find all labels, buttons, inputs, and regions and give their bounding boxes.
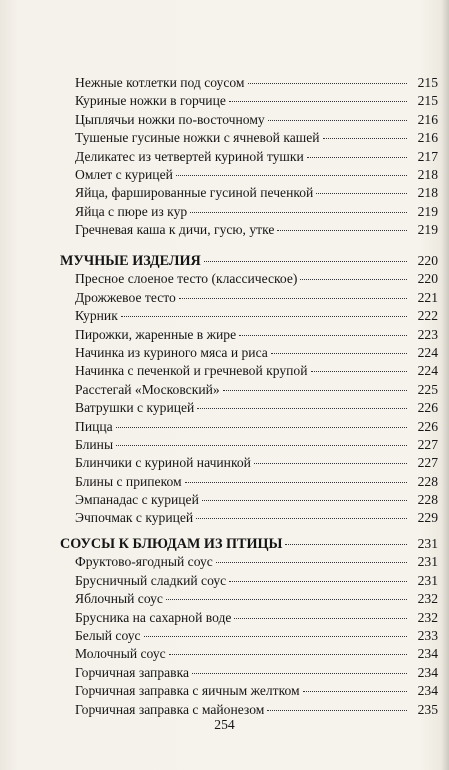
toc-entry [60, 682, 438, 700]
dot-leader [285, 544, 407, 545]
dot-leader [121, 316, 407, 317]
toc-entry-title: Горчичная заправка [75, 664, 190, 680]
toc-entry-page: 218 [417, 166, 438, 182]
dot-leader [271, 353, 407, 354]
dot-leader [166, 599, 407, 600]
toc-entry [60, 627, 438, 645]
page-number: 254 [214, 717, 235, 732]
toc-entry-title: Яблочный соус [75, 591, 163, 607]
dot-leader [277, 230, 407, 231]
toc-entry-title: Цыплячьи ножки по-восточному [75, 111, 265, 127]
toc-entry-page: 231 [417, 554, 438, 570]
toc-entry-page: 221 [417, 289, 438, 305]
dot-leader [116, 427, 407, 428]
toc-entry-title: Пицца [75, 418, 113, 434]
toc-section-sauces [60, 535, 438, 719]
toc-entry-page: 216 [417, 111, 438, 127]
toc-entry-page: 215 [417, 93, 438, 109]
toc-entry-title: Яйца с пюре из кур [75, 203, 188, 219]
toc-entry-page: 218 [417, 185, 438, 201]
toc-entry-title: Блины [75, 436, 114, 452]
toc-entry [60, 418, 438, 436]
toc-entry-title: Брусника на сахарной воде [75, 609, 232, 625]
toc-entry-page: 219 [417, 203, 438, 219]
dot-leader [204, 261, 407, 262]
dot-leader [192, 673, 407, 674]
toc-entry-page: 223 [417, 326, 438, 342]
toc-entry-page: 222 [417, 308, 438, 324]
dot-leader [196, 518, 407, 519]
toc-entry-title: Расстегай «Московский» [75, 381, 220, 397]
dot-leader [234, 618, 407, 619]
toc-entry [60, 362, 438, 380]
toc-entry [60, 491, 438, 509]
dot-leader [311, 371, 408, 372]
dot-leader [216, 562, 407, 563]
toc-entry-page: 225 [417, 381, 438, 397]
toc-entry-page: 229 [417, 510, 438, 526]
toc-entry-page: 224 [417, 363, 438, 379]
toc-entry-title: Гречневая каша к дичи, гусю, утке [75, 222, 275, 238]
toc-entry-title: Яйца, фаршированные гусиной печенкой [75, 185, 314, 201]
toc-entry-page: 233 [417, 627, 438, 643]
toc-entry [60, 203, 438, 221]
toc-entry-title: Деликатес из четвертей куриной тушки [75, 148, 304, 164]
toc-entry-title: Начинка с печенкой и гречневой крупой [75, 363, 308, 379]
toc-entry [60, 590, 438, 608]
toc-entry-page: 215 [417, 75, 438, 90]
toc-entry-page: 227 [417, 455, 438, 471]
dot-leader [176, 175, 407, 176]
toc-entry-page: 232 [417, 609, 438, 625]
dot-leader [169, 654, 407, 655]
toc-entry-title: Брусничный сладкий соус [75, 572, 227, 588]
toc-entry-title: Куриные ножки в горчице [75, 93, 226, 109]
toc-entry [60, 553, 438, 571]
toc-heading-title: СОУСЫ К БЛЮДАМ ИЗ ПТИЦЫ [60, 536, 283, 552]
toc-entry [60, 473, 438, 491]
toc-entry-title: Пресное слоеное тесто (классическое) [75, 271, 298, 287]
toc-entry-title: Ватрушки с курицей [75, 400, 195, 416]
toc-entry-title: Омлет с курицей [75, 166, 173, 182]
dot-leader [229, 581, 407, 582]
toc-section-heading [60, 252, 438, 270]
toc-entry-page: 231 [417, 572, 438, 588]
toc-entry-title: Блины с припеком [75, 473, 182, 489]
dot-leader [307, 157, 407, 158]
toc-entry [60, 609, 438, 627]
dot-leader [248, 83, 407, 84]
dot-leader [116, 445, 407, 446]
dot-leader [323, 138, 407, 139]
toc-entry-page: 232 [417, 591, 438, 607]
toc-entry-page: 228 [417, 492, 438, 508]
toc-entry-page: 235 [417, 701, 438, 717]
toc-entry-page: 227 [417, 436, 438, 452]
toc-section-poultry-dishes [60, 74, 438, 240]
toc-entry-title: Фруктово-ягодный соус [75, 554, 213, 570]
toc-entry [60, 454, 438, 472]
toc-entry-title: Горчичная заправка с майонезом [75, 701, 265, 717]
toc-section-flour-products [60, 252, 438, 528]
dot-leader [316, 193, 407, 194]
toc-entry-page: 226 [417, 418, 438, 434]
toc-entry-page: 216 [417, 130, 438, 146]
dot-leader [185, 482, 407, 483]
toc-heading-title: МУЧНЫЕ ИЗДЕЛИЯ [60, 253, 201, 269]
toc-entry [60, 148, 438, 166]
toc-entry-page: 217 [417, 148, 438, 164]
toc-entry-page: 228 [417, 473, 438, 489]
page-edge-shadow [441, 0, 449, 770]
toc-entry-page: 219 [417, 222, 438, 238]
dot-leader [144, 636, 407, 637]
dot-leader [267, 710, 407, 711]
toc-entry [60, 307, 438, 325]
dot-leader [300, 279, 407, 280]
toc-entry [60, 270, 438, 288]
toc-entry [60, 92, 438, 110]
dot-leader [179, 298, 407, 299]
toc-entry-title: Белый соус [75, 627, 141, 643]
toc-entry [60, 572, 438, 590]
toc-entry-page: 234 [417, 683, 438, 699]
toc-heading-page: 220 [417, 253, 438, 268]
toc-entry-title: Курник [75, 308, 118, 324]
toc-entry-title: Блинчики с куриной начинкой [75, 455, 251, 471]
dot-leader [254, 463, 407, 464]
toc-entry-page: 226 [417, 400, 438, 416]
toc-entry [60, 436, 438, 454]
toc-entry [60, 664, 438, 682]
toc-entry-page: 220 [417, 271, 438, 287]
toc-entry [60, 111, 438, 129]
dot-leader [190, 212, 407, 213]
toc-heading-page: 231 [417, 536, 438, 551]
toc-entry [60, 509, 438, 527]
toc-entry [60, 645, 438, 663]
dot-leader [197, 408, 407, 409]
toc-entry-title: Дрожжевое тесто [75, 289, 176, 305]
toc-section-heading [60, 535, 438, 553]
toc-entry-title: Эчпочмак с курицей [75, 510, 194, 526]
toc-entry-page: 234 [417, 664, 438, 680]
dot-leader [229, 101, 407, 102]
toc-entry [60, 344, 438, 362]
toc-entry-title: Пирожки, жаренные в жире [75, 326, 237, 342]
toc-entry-page: 234 [417, 646, 438, 662]
toc-entry-title: Тушеные гусиные ножки с ячневой кашей [75, 130, 320, 146]
toc-entry-title: Нежные котлетки под соусом [75, 75, 245, 90]
toc-entry-title: Начинка из куриного мяса и риса [75, 344, 268, 360]
toc-entry [60, 184, 438, 202]
dot-leader [303, 691, 407, 692]
toc-entry-title: Молочный соус [75, 646, 166, 662]
toc-entry-title: Горчичная заправка с яичным желтком [75, 683, 300, 699]
dot-leader [223, 390, 407, 391]
dot-leader [202, 500, 407, 501]
toc-entry [60, 381, 438, 399]
toc-entry [60, 166, 438, 184]
toc-entry [60, 74, 438, 92]
toc-entry-title: Эмпанадас с курицей [75, 492, 199, 508]
toc-entry [60, 399, 438, 417]
toc-entry [60, 221, 438, 239]
toc-entry [60, 129, 438, 147]
toc-entry [60, 326, 438, 344]
toc-entry [60, 289, 438, 307]
toc-entry-page: 224 [417, 344, 438, 360]
dot-leader [268, 120, 407, 121]
dot-leader [239, 335, 407, 336]
